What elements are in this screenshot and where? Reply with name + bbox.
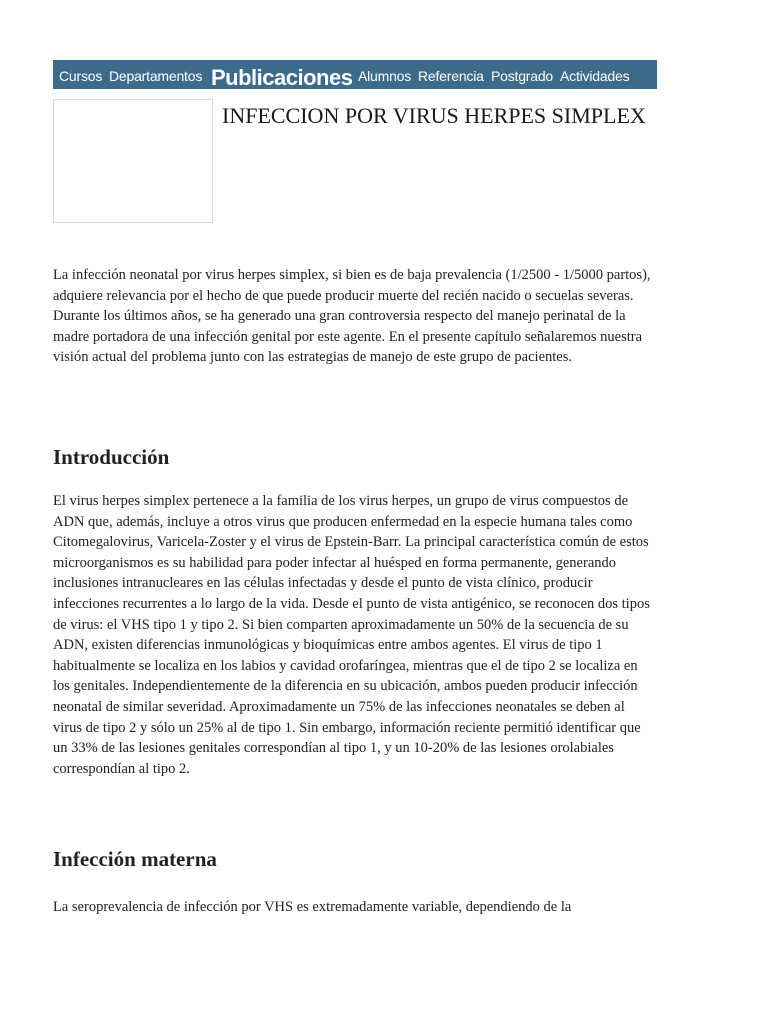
nav-item-referencia[interactable]: Referencia: [418, 68, 484, 84]
document-title: INFECCION POR VIRUS HERPES SIMPLEX: [222, 103, 646, 128]
nav-item-actividades[interactable]: Actividades: [560, 68, 630, 84]
nav-item-cursos[interactable]: Cursos: [59, 68, 103, 84]
section-body-infeccion-materna: La seroprevalencia de infección por VHS es extremadamente variable, dependiendo de la: [53, 899, 572, 915]
intro-paragraph: La infección neonatal por virus herpes simplex, si bien es de baja prevalencia (1/2500 - 1/5000 partos), adquiere relevancia por el hecho de que puede producir muerte del recién nacido o secuelas severas. Durante los últimos años, se ha generado una gran controversia respecto del manejo perinatal de la madre portadora de una infección genital por este agente. En el presente capítulo señalaremos nuestra visión actual del problema junto con las estrategias de manejo de este grupo de pacientes.: [53, 267, 651, 366]
nav-item-postgrado[interactable]: Postgrado: [491, 68, 554, 84]
section-heading-infeccion-materna: Infección materna: [53, 847, 217, 871]
section-heading-introduccion: Introducción: [53, 445, 170, 469]
nav-item-departamentos[interactable]: Departamentos: [109, 68, 203, 84]
top-nav-bar: [53, 60, 657, 89]
nav-item-alumnos[interactable]: Alumnos: [358, 68, 412, 84]
document-thumbnail: [53, 99, 213, 223]
nav-item-publicaciones[interactable]: Publicaciones: [211, 65, 353, 90]
section-body-introduccion: El virus herpes simplex pertenece a la familia de los virus herpes, un grupo de virus compuestos de ADN que, además, incluye a otros virus que producen enfermedad en la especie humana tales como Citomegalovirus, Varicela-Zoster y el virus de Epstein-Barr. La principal característica común de estos microorganismos es su habilidad para poder infectar al huésped en forma permanente, generando inclusiones intranucleares en las células infectadas y desde el punto de vista clínico, producir infecciones recurrentes a lo largo de la vida. Desde el punto de vista antigénico, se reconocen dos tipos de virus: el VHS tipo 1 y tipo 2. Si bien comparten aproximadamente un 50% de la secuencia de su ADN, existen diferencias inmunológicas y bioquímicas entre ambos agentes. El virus de tipo 1 habitualmente se localiza en los labios y cavidad orofaríngea, mientras que el de tipo 2 se localiza en los genitales. Independientemente de la diferencia en su ubicación, ambos pueden producir infección neonatal de similar severidad. Aproximadamente un 75% de las infecciones neonatales se deben al virus de tipo 2 y sólo un 25% al de tipo 1. Sin embargo, información reciente permitió identificar que un 33% de las lesiones genitales correspondían al tipo 1, y un 10-20% de las lesiones orolabiales correspondían al tipo 2.: [53, 493, 650, 777]
